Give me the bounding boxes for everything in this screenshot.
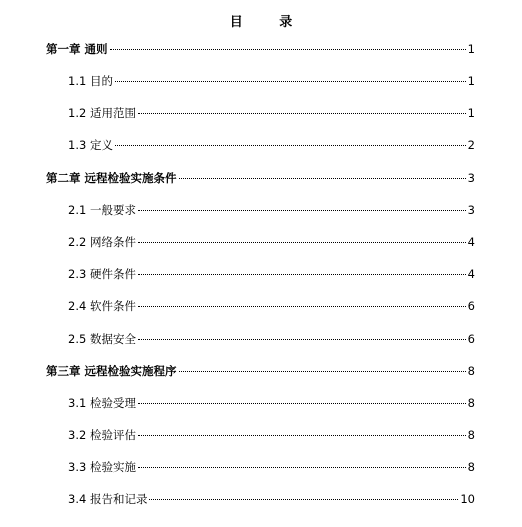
toc-entry-label: 3.2 检验评估 [68, 428, 136, 442]
dot-leader [138, 306, 466, 307]
toc-entry-page: 8 [467, 396, 475, 410]
toc-entry-page: 4 [467, 267, 475, 281]
dot-leader [115, 81, 466, 82]
toc-entry-page: 6 [467, 299, 475, 313]
toc-entry-label: 2.1 一般要求 [68, 203, 136, 217]
toc-entry-chapter-1[interactable] [46, 40, 475, 58]
dot-leader [138, 403, 466, 404]
dot-leader [179, 371, 466, 372]
toc-entry-label: 第三章 远程检验实施程序 [46, 364, 177, 378]
toc-title: 目 录 [229, 15, 309, 30]
toc-entry-label: 1.3 定义 [68, 138, 113, 152]
toc-entry-chapter-2[interactable] [46, 169, 475, 187]
toc-entry-3-4[interactable] [68, 490, 475, 508]
dot-leader [138, 113, 466, 114]
toc-entry-page: 8 [467, 364, 475, 378]
toc-entry-page: 1 [467, 42, 475, 56]
toc-entry-label: 3.1 检验受理 [68, 396, 136, 410]
dot-leader [138, 467, 466, 468]
toc-entry-1-2[interactable] [68, 104, 475, 122]
dot-leader [110, 49, 466, 50]
toc-entry-page: 1 [467, 106, 475, 120]
toc-entry-2-4[interactable] [68, 297, 475, 315]
dot-leader [179, 178, 466, 179]
toc-entry-label: 3.3 检验实施 [68, 460, 136, 474]
dot-leader [138, 242, 466, 243]
toc-entry-label: 1.1 目的 [68, 74, 113, 88]
dot-leader [138, 339, 466, 340]
toc-entry-page: 3 [467, 171, 475, 185]
toc-entry-label: 2.4 软件条件 [68, 299, 136, 313]
toc-entry-page: 8 [467, 428, 475, 442]
toc-entry-label: 1.2 适用范围 [68, 106, 136, 120]
toc-entry-3-2[interactable] [68, 426, 475, 444]
toc-entry-1-1[interactable] [68, 72, 475, 90]
toc-entry-label: 第一章 通则 [46, 42, 108, 56]
toc-entry-2-5[interactable] [68, 330, 475, 348]
dot-leader [138, 210, 466, 211]
toc-entry-page: 10 [460, 492, 475, 506]
toc-entry-3-1[interactable] [68, 394, 475, 412]
toc-entry-page: 6 [467, 332, 475, 346]
toc-entry-2-1[interactable] [68, 201, 475, 219]
toc-entry-label: 2.2 网络条件 [68, 235, 136, 249]
dot-leader [115, 145, 466, 146]
toc-entry-chapter-3[interactable] [46, 362, 475, 380]
toc-entry-label: 2.3 硬件条件 [68, 267, 136, 281]
dot-leader [138, 435, 466, 436]
toc-entry-page: 3 [467, 203, 475, 217]
toc-entry-page: 4 [467, 235, 475, 249]
toc-entry-3-3[interactable] [68, 458, 475, 476]
toc-entry-2-2[interactable] [68, 233, 475, 251]
toc-entry-label: 第二章 远程检验实施条件 [46, 171, 177, 185]
toc-entry-2-3[interactable] [68, 265, 475, 283]
toc-entry-page: 1 [467, 74, 475, 88]
toc-entry-page: 2 [467, 138, 475, 152]
dot-leader [138, 274, 466, 275]
toc-entry-label: 2.5 数据安全 [68, 332, 136, 346]
dot-leader [149, 499, 458, 500]
toc-entry-page: 8 [467, 460, 475, 474]
toc-entry-1-3[interactable] [68, 136, 475, 154]
toc-entry-label: 3.4 报告和记录 [68, 492, 148, 506]
